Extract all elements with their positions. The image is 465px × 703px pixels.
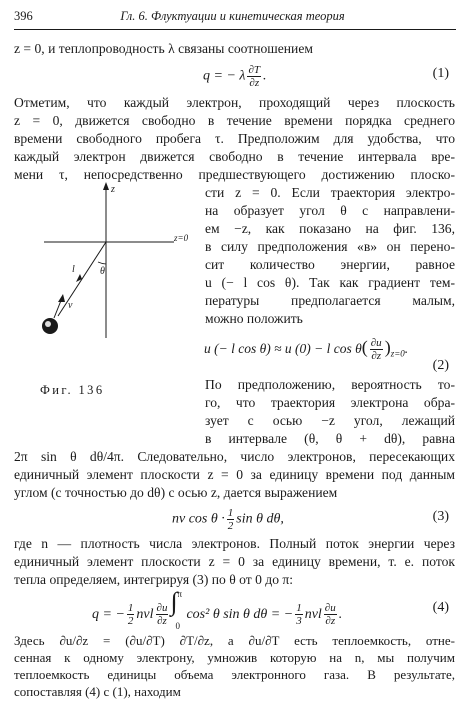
para1-line-3: времени свободного пробега τ. Предположим для удобства, что [14, 131, 455, 146]
eq3-tail: sin θ dθ, [236, 511, 284, 527]
eq4-tail: . [338, 607, 343, 622]
para2-right-line-4: в интервале (θ, θ + dθ), равна [205, 431, 455, 446]
equation-4 [92, 587, 343, 631]
eq2-close-paren: ) [384, 337, 391, 357]
label-l: l [72, 264, 75, 275]
para1-right-line-7: пературы предполагается малым, [205, 293, 455, 308]
eq1-den: ∂z [249, 77, 260, 89]
eq4-half-num: 1 [127, 602, 134, 615]
label-z: z [111, 184, 115, 195]
eq1-tail: . [263, 68, 267, 84]
para3-line-2: единичный элемент плоскости z = 0 за единицу времени, т. е. поток [14, 554, 455, 569]
label-v: v [68, 300, 73, 311]
para1-right-line-5: сит количество энергии, равное [205, 257, 455, 272]
eq2-tail: . [404, 341, 409, 356]
eq2-num: ∂u [370, 337, 382, 350]
eq4-third [295, 602, 303, 627]
velocity-arrow [58, 294, 65, 302]
para1-right-line-8: можно положить [205, 311, 303, 326]
running-title: Гл. 6. Флуктуации и кинетическая теория [120, 9, 345, 23]
para2-line-3: углом (с точностью до dθ) с осью z, дается выражением [14, 485, 338, 500]
eq2-fraction [370, 337, 383, 362]
para3-line-3: тепла определяем, интегрируя (3) по θ от 0 до π: [14, 572, 294, 587]
eq4-third-num: 1 [296, 602, 302, 615]
eq4-du2-num: ∂u [324, 602, 336, 615]
para1-line-4: каждый электрон движется свободно в течение интервала вре- [14, 149, 455, 164]
para3-line-1: где n — плотность числа электронов. Полный поток энергии через [14, 536, 455, 551]
para4-line-4: сопоставляя (4) с (1), находим [14, 684, 181, 699]
para1-right-line-1: сти z = 0. Если траектория электро- [205, 185, 455, 200]
eq4-du-num: ∂u [156, 602, 168, 615]
para2-line-2: единичный элемент плоскости z = 0 за единицу времени под данным [14, 467, 455, 482]
eq3-lhs: nv cos θ · [172, 511, 225, 527]
eq2-open-paren: ( [361, 337, 368, 357]
eq1-num: ∂T [248, 64, 261, 76]
eq4-du2 [324, 602, 337, 627]
angle-arc [98, 262, 106, 264]
equation-1 [203, 64, 267, 89]
eq3-fraction [227, 507, 235, 532]
eq4-mid: nvl [136, 607, 154, 622]
eq2-den: ∂z [371, 350, 382, 363]
para1-right-line-3: ем −z, как показано на фиг. 136, [205, 221, 455, 236]
electron-highlight [45, 321, 51, 327]
label-plane: z=0 [174, 233, 189, 243]
eq3-number: (3) [432, 509, 449, 524]
para1-right-line-4: в силу предположения «в» он перено- [205, 239, 455, 254]
eq2-expr: u (− l cos θ) ≈ u (0) − l cos θ [204, 341, 362, 356]
int-upper: π [177, 589, 182, 599]
eq4-du-den: ∂z [157, 615, 167, 628]
para1-line-2: z = 0, движется свободно в течение времени порядка среднего [14, 113, 455, 128]
para2-line-1: 2π sin θ dθ/4π. Следовательно, число электронов, пересекающих [14, 449, 455, 464]
para2-right-line-2: го, что траектория электрона обра- [205, 395, 455, 410]
eq4-half [127, 602, 135, 627]
page-number: 396 [14, 9, 33, 23]
eq4-third-den: 3 [296, 615, 302, 628]
z-axis-arrow [103, 182, 109, 190]
figure-caption: Фиг. 136 [40, 383, 105, 397]
eq4-half-den: 2 [127, 615, 134, 628]
para4-line-3: теплоемкость единицы объема электронного газа. В результате, [14, 667, 455, 682]
int-lower: 0 [175, 621, 180, 631]
eq2-sub: z=0 [390, 348, 405, 359]
eq3-num: 1 [227, 507, 234, 519]
eq4-du2-den: ∂z [325, 615, 336, 628]
integral-sign: ∫ π 0 [170, 598, 186, 618]
para4-line-1: Здесь ∂u/∂z = (∂u/∂T) ∂T/∂z, а ∂u/∂T есть теплоемкость, отне- [14, 633, 455, 648]
equation-3 [172, 507, 284, 532]
para2-right-line-3: зует с осью −z угол, лежащий [205, 413, 455, 428]
eq1-number: (1) [432, 66, 449, 81]
para1-line-5: мени τ, непосредственно предшествующего достижению плоско- [14, 167, 455, 182]
eq4-integrand: cos² θ sin θ dθ = − [186, 607, 294, 622]
para1-right-line-2: на образует угол θ с направлени- [205, 203, 455, 218]
eq1-lhs: q = − λ [203, 68, 246, 84]
eq4-lhs: q = − [92, 607, 125, 622]
header-rule [14, 29, 456, 30]
eq2-number: (2) [432, 358, 449, 373]
eq1-fraction [247, 64, 261, 89]
eq4-mid2: nvl [304, 607, 322, 622]
para2-right-line-1: По предположению, вероятность то- [205, 377, 455, 392]
label-theta: θ [100, 266, 105, 277]
para1-right-line-6: u (− l cos θ). Так как градиент тем- [205, 275, 455, 290]
para1-line-1: Отметим, что каждый электрон, проходящий через плоскость [14, 95, 455, 110]
equation-2 [204, 337, 408, 364]
para4-line-2: сенная к одному электрону, умножив которую на n, мы получим [14, 650, 455, 665]
eq3-den: 2 [227, 520, 234, 532]
intro-line: z = 0, и теплопроводность λ связаны соотношением [14, 41, 313, 56]
figure-136 [14, 178, 202, 354]
eq4-du [156, 602, 169, 627]
eq4-number: (4) [432, 600, 449, 615]
